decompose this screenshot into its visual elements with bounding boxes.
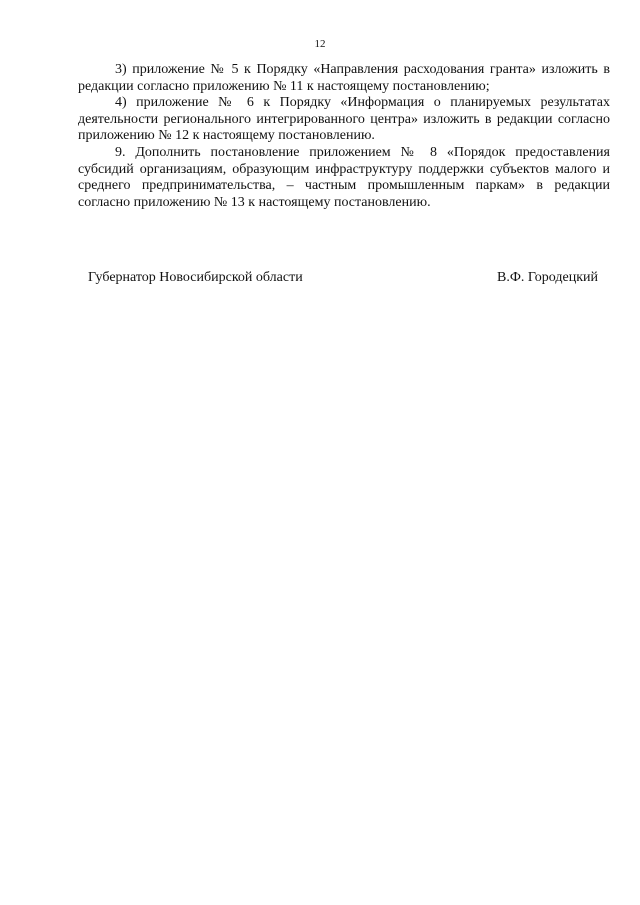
document-body [78, 62, 610, 211]
page-number: 12 [314, 38, 326, 50]
paragraph-item-3: 3) приложение № 5 к Порядку «Направления расходования гранта» изложить в редакции согласно приложению № 11 к настоящему постановлению; [78, 62, 610, 94]
signatory-name: В.Ф. Городецкий [497, 270, 598, 285]
signature-block [88, 270, 598, 286]
paragraph-clause-9: 9. Дополнить постановление приложением № 8 «Порядок предоставления субсидий организациям, образующим инфраструктуру поддержки субъектов малого и среднего предпринимательства, – частным промышленным паркам» в редакции согласно приложению № 13 к настоящему постановлению. [78, 144, 610, 210]
signatory-position: Губернатор Новосибирской области [88, 270, 303, 285]
paragraph-item-4: 4) приложение № 6 к Порядку «Информация о планируемых результатах деятельности регионального интегрированного центра» изложить в редакции согласно приложению № 12 к настоящему постановлению. [78, 95, 610, 144]
